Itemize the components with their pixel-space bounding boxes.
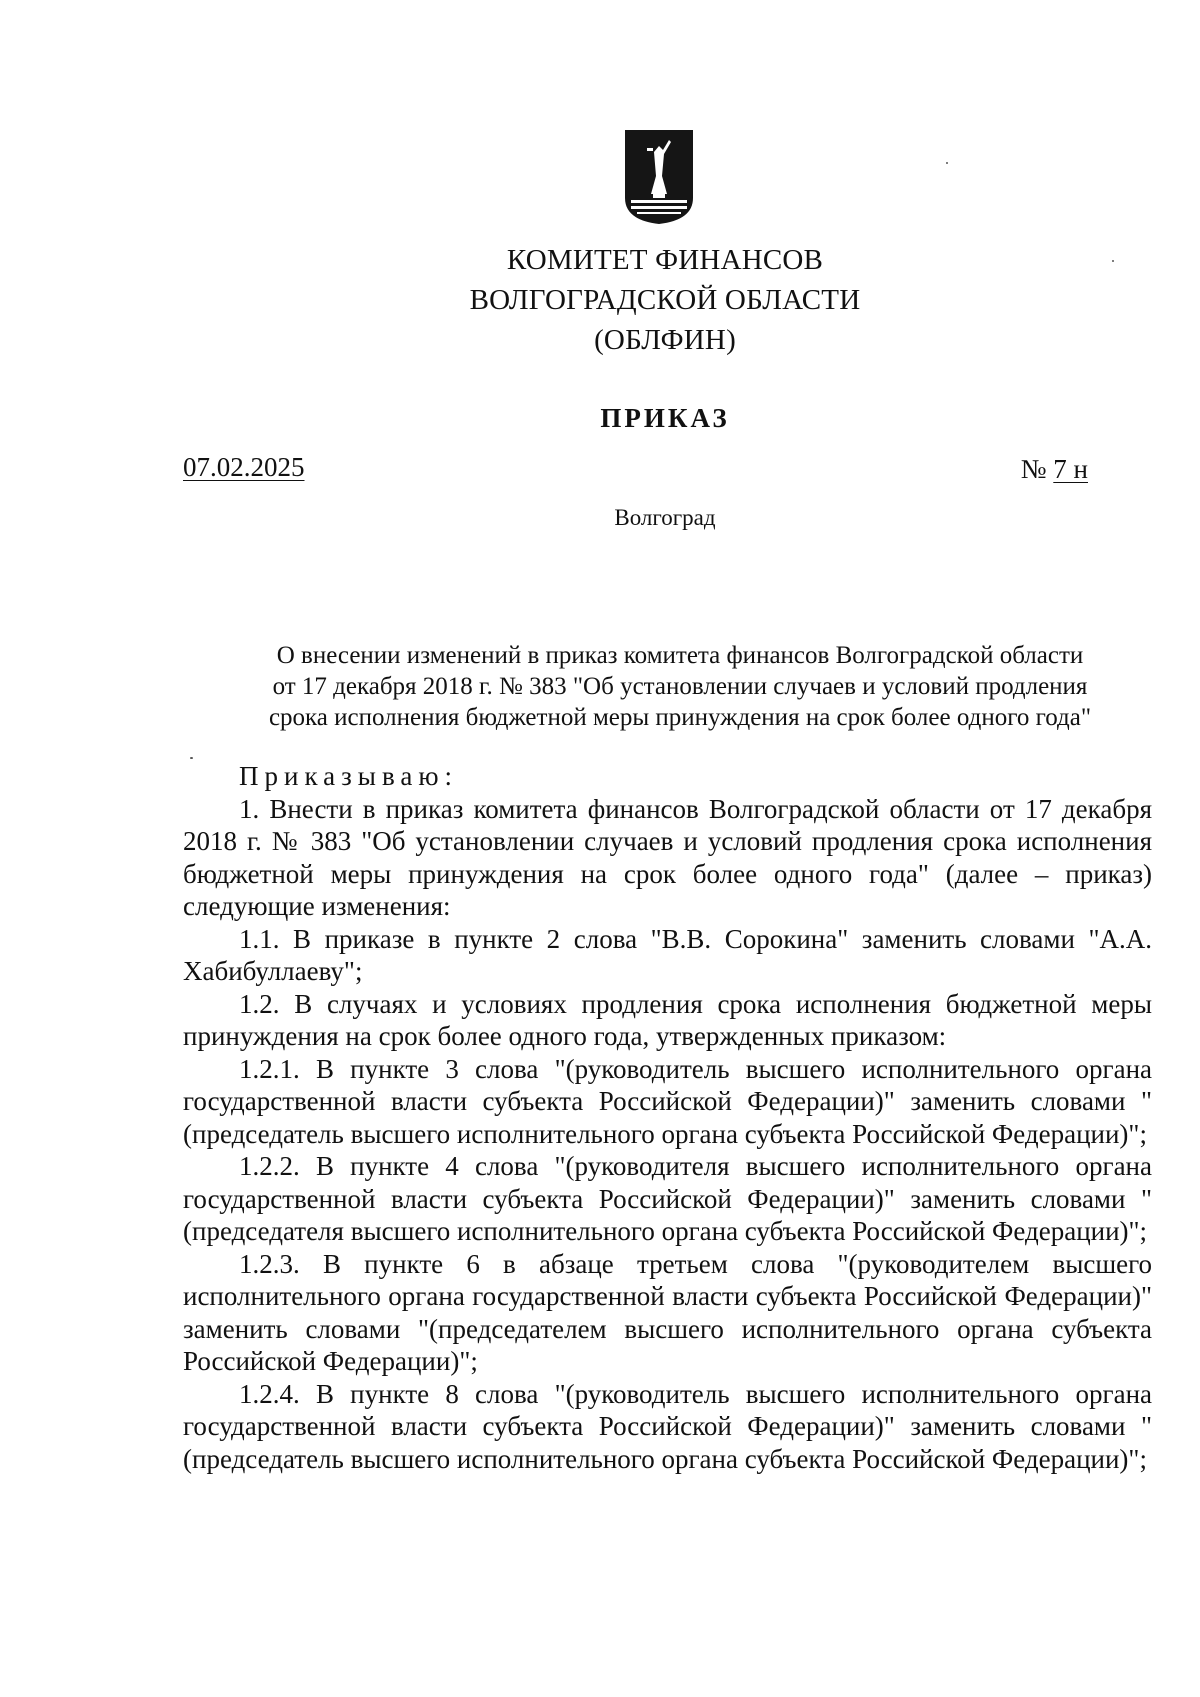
document-number xyxy=(1021,454,1088,485)
document-city: Волгоград xyxy=(614,505,716,530)
body-paragraph: 1.2.2. В пункте 4 слова "(руководителя высшего исполнительного органа государственной власти субъекта Российской Федерации)" заменить словами "(председателя высшего исполнительного органа субъекта Российской Федерации)"; xyxy=(183,1151,1152,1246)
body-paragraph: 1. Внести в приказ комитета финансов Волгоградской области от 17 декабря 2018 г. № 383 "Об установлении случаев и условий продления срока исполнения бюджетной меры принуждения на срок более одного года" (далее – приказ) следующие изменения: xyxy=(183,793,1152,921)
number-prefix: № xyxy=(1020,454,1047,484)
coat-of-arms-icon xyxy=(623,128,695,226)
subject-line: от 17 декабря 2018 г. № 383 "Об установлении случаев и условий продления xyxy=(272,673,1088,700)
subject-line: срока исполнения бюджетной меры принуждения на срок более одного года" xyxy=(268,704,1092,731)
order-word: Приказываю: xyxy=(239,761,458,791)
body-paragraph: 1.2.1. В пункте 3 слова "(руководитель высшего исполнительного органа государственной власти субъекта Российской Федерации)" заменить словами "(председатель высшего исполнительного органа субъекта Российской Федерации)"; xyxy=(183,1053,1152,1149)
document-type: ПРИКАЗ xyxy=(600,403,730,433)
org-name-line-2: ВОЛГОГРАДСКОЙ ОБЛАСТИ xyxy=(469,284,861,316)
org-name-line-1: КОМИТЕТ ФИНАНСОВ xyxy=(506,244,824,276)
document-body xyxy=(183,760,1152,1475)
scan-speck xyxy=(1112,260,1114,262)
subject-line: О внесении изменений в приказ комитета финансов Волгоградской области xyxy=(276,642,1084,669)
document-date: 07.02.2025 xyxy=(183,452,305,482)
body-paragraph: 1.2.4. В пункте 8 слова "(руководитель высшего исполнительного органа государственной власти субъекта Российской Федерации)" заменить словами "(председатель высшего исполнительного органа субъекта Российской Федерации)"; xyxy=(183,1378,1152,1474)
body-paragraph: 1.1. В приказе в пункте 2 слова "В.В. Сорокина" заменить словами "А.А. Хабибуллаеву"; xyxy=(183,923,1152,986)
number-value: 7 н xyxy=(1053,454,1088,484)
scan-speck xyxy=(190,757,193,759)
org-name-line-3: (ОБЛФИН) xyxy=(594,324,736,356)
body-paragraph: 1.2. В случаях и условиях продления срока исполнения бюджетной меры принуждения на срок более одного года, утвержденных приказом: xyxy=(183,988,1152,1051)
scan-speck xyxy=(946,162,948,164)
order-word-paragraph xyxy=(183,760,1152,793)
body-paragraph: 1.2.3. В пункте 6 в абзаце третьем слова "(руководителем высшего исполнительного органа государственной власти субъекта Российской Федерации)" заменить словами "(председателем высшего исполнительного органа субъекта Российской Федерации)"; xyxy=(183,1248,1152,1376)
document-subject xyxy=(240,640,1120,733)
